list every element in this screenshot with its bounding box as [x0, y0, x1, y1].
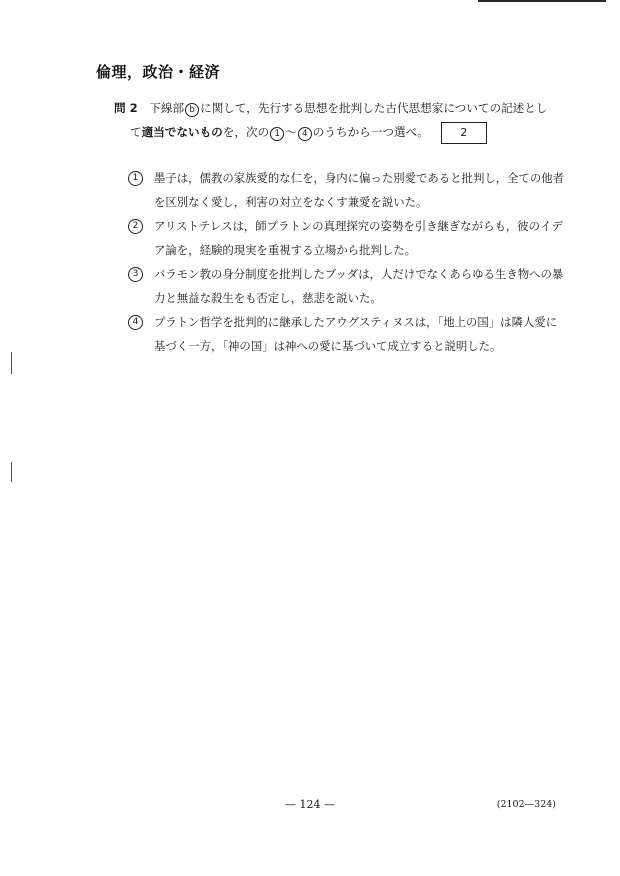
range-separator: ～ [285, 125, 297, 139]
exam-code: (2102—324) [496, 799, 556, 810]
question-line2-prefix: て [130, 125, 142, 139]
scan-mark [11, 462, 12, 482]
question-line-2 [114, 120, 564, 144]
choice-list [128, 166, 568, 358]
question-emphasis: 適当でないもの [141, 125, 223, 139]
question-line-1 [114, 96, 564, 120]
section-title: 倫理，政治・経済 [96, 63, 221, 81]
question-line2-suffix: のうちから一つ選べ。 [312, 125, 429, 139]
choice-number: 3 [128, 267, 143, 282]
choice-item [128, 262, 568, 310]
underline-ref-marker: b [185, 103, 199, 117]
choice-number: 4 [128, 315, 143, 330]
question-text-prefix: 下線部 [149, 101, 185, 115]
choice-number: 2 [128, 219, 143, 234]
choice-item [128, 166, 568, 214]
choice-number: 1 [128, 171, 143, 186]
question-text-suffix: に関して，先行する思想を批判した古代思想家についての記述とし [200, 101, 548, 115]
choice-item [128, 310, 568, 358]
top-edge-rule [478, 0, 606, 2]
choice-text: 墨子は，儒教の家族愛的な仁を，身内に偏った別愛であると批判し，全ての他者を区別なく愛し，利害の対立をなくす兼愛を説いた。 [154, 171, 565, 209]
question-line2-mid: を，次の [222, 125, 270, 139]
range-start-marker: 1 [270, 127, 284, 141]
scan-mark [11, 352, 12, 374]
question-label: 問 2 [114, 101, 138, 115]
choice-item [128, 214, 568, 262]
choice-text: プラトン哲学を批判的に継承したアウグスティヌスは，「地上の国」は隣人愛に基づく一方，「神の国」は神への愛に基づいて成立すると説明した。 [154, 315, 558, 353]
page-number: — 124 — [285, 798, 335, 811]
question-block [114, 96, 564, 144]
answer-number-box: 2 [441, 122, 487, 144]
range-end-marker: 4 [298, 127, 312, 141]
choice-text: アリストテレスは，師プラトンの真理探究の姿勢を引き継ぎながらも，彼のイデア論を，経験的現実を重視する立場から批判した。 [154, 219, 563, 257]
choice-text: バラモン教の身分制度を批判したブッダは，人だけでなくあらゆる生き物への暴力と無益な殺生をも否定し，慈悲を説いた。 [154, 267, 564, 305]
